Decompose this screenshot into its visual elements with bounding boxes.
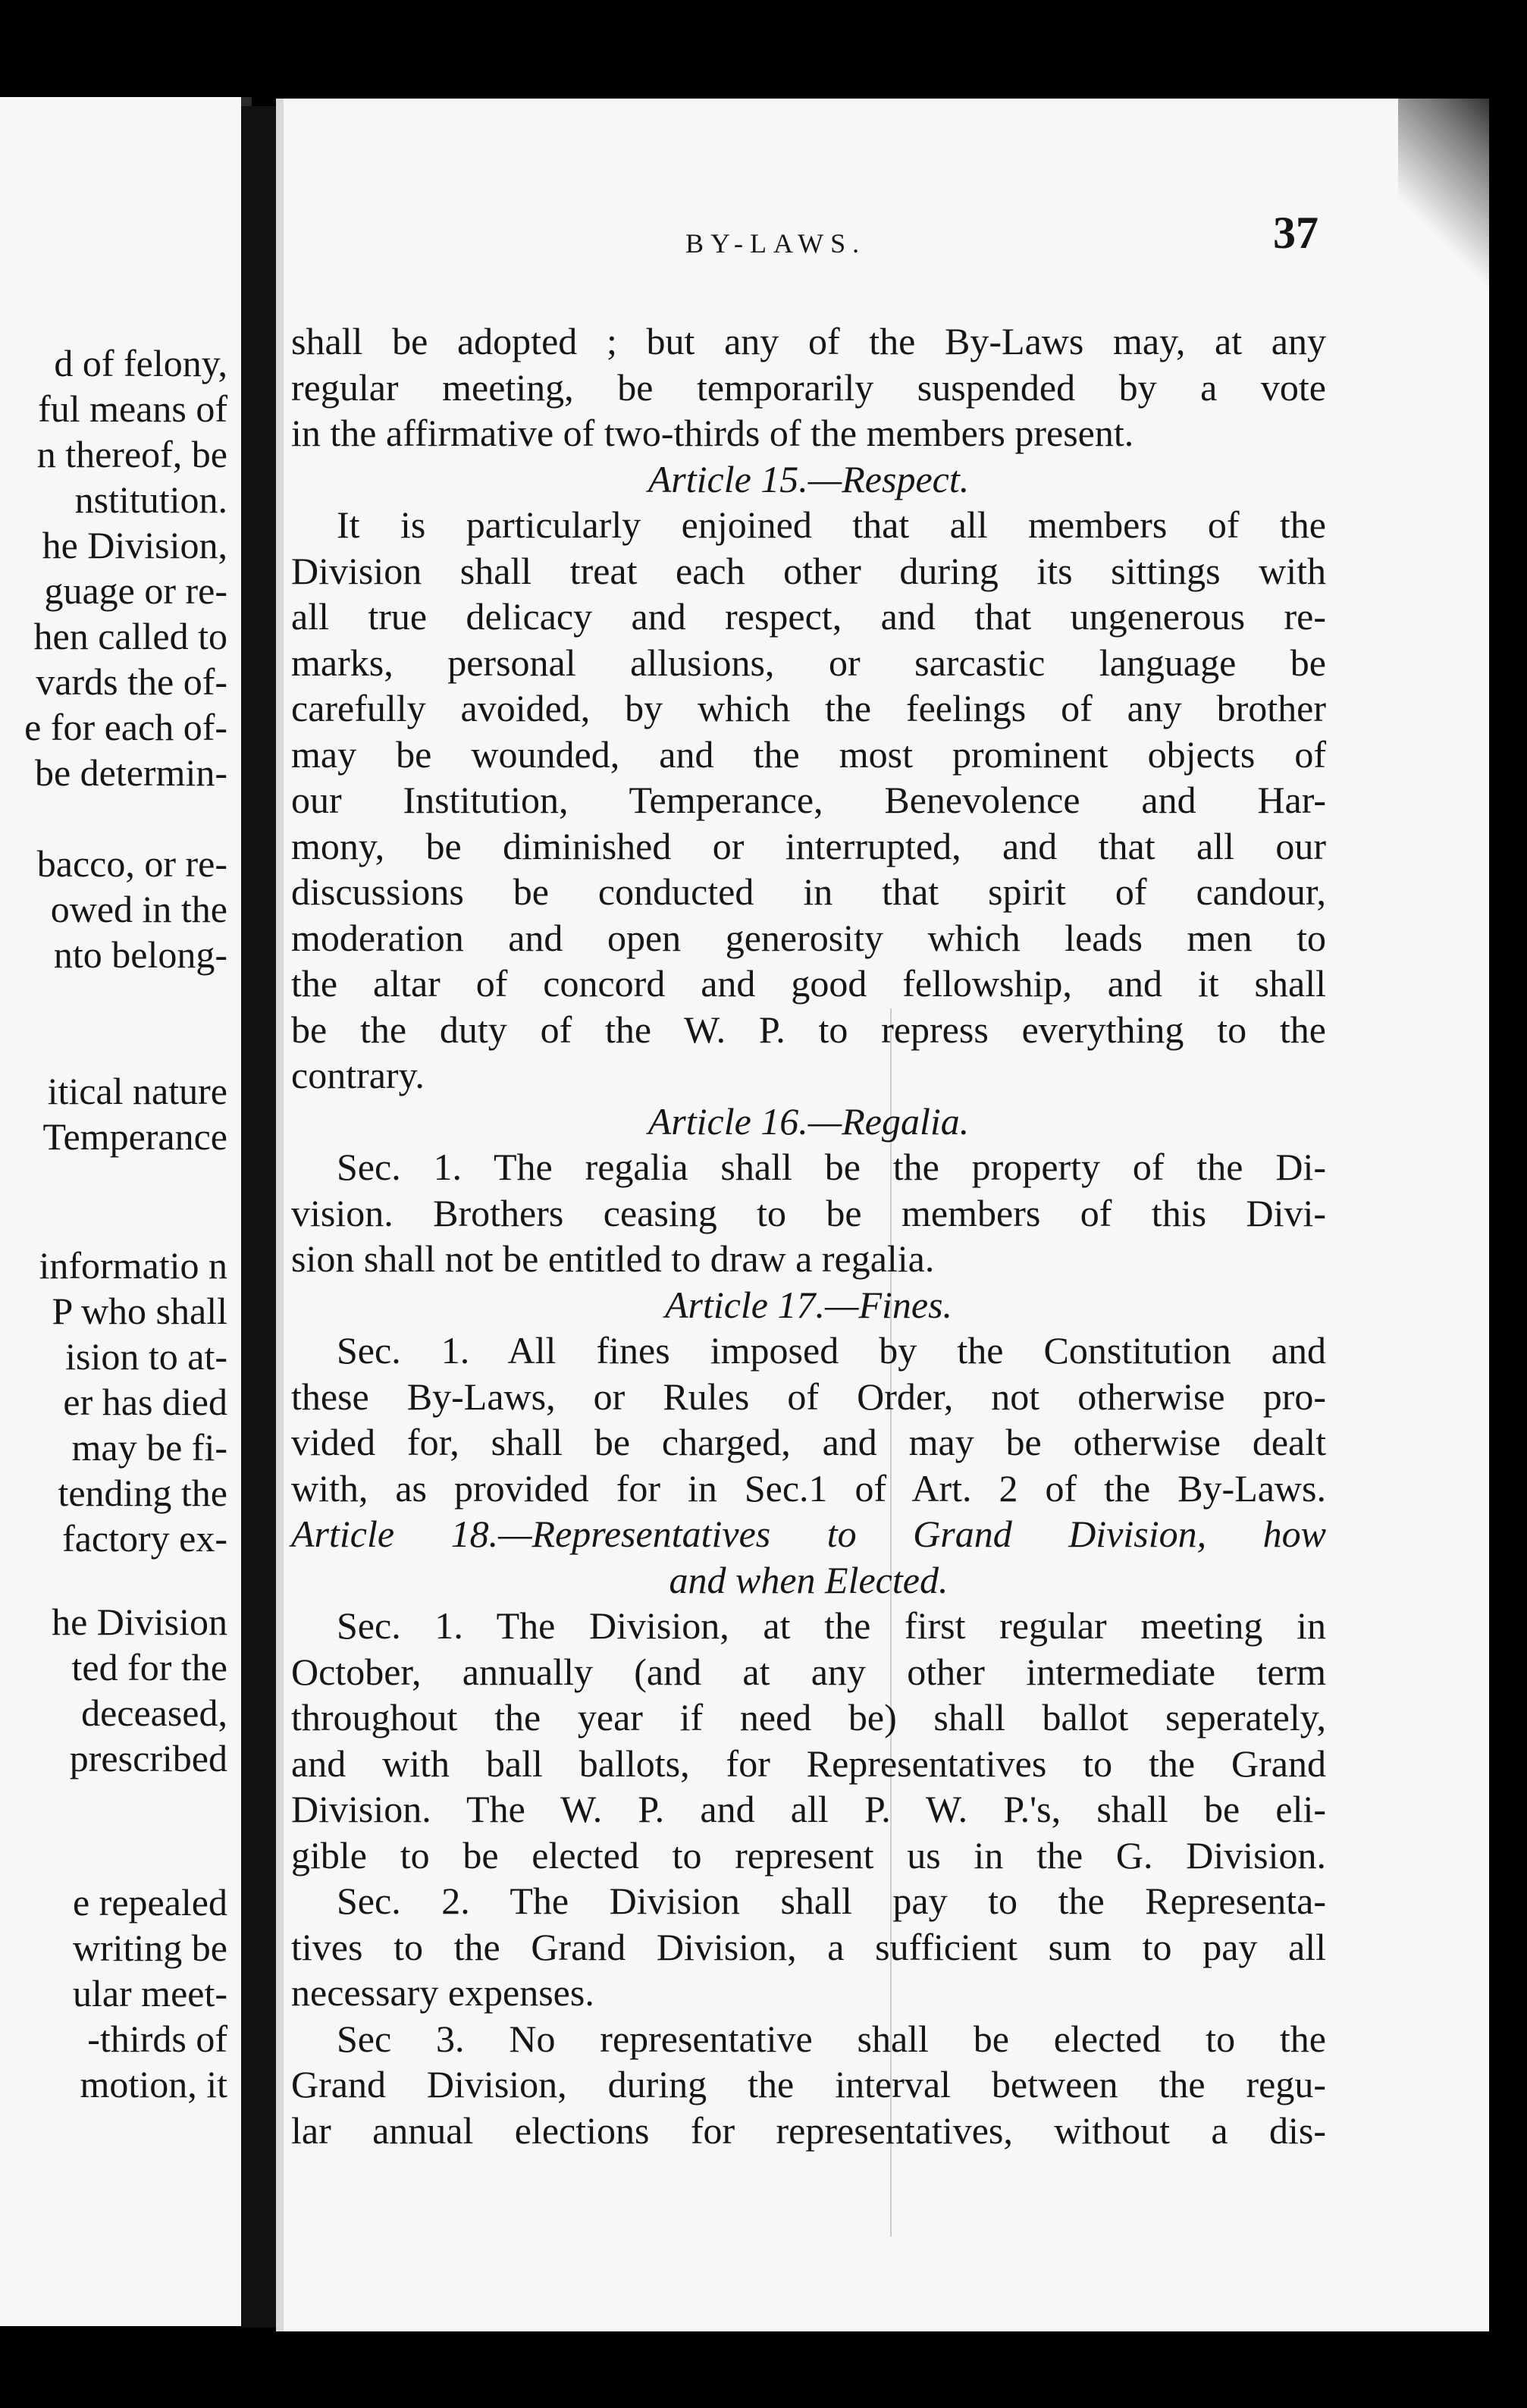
left-page-line: -thirds of <box>87 2018 227 2060</box>
text-line: October, annually (and at any other intermediate term <box>291 1650 1326 1693</box>
text-line: these By-Laws, or Rules of Order, not otherwise pro- <box>291 1375 1326 1418</box>
text-line: vision. Brothers ceasing to be members of this Divi- <box>291 1191 1326 1234</box>
text-line: necessary expenses. <box>291 1971 594 2014</box>
text-line: sion shall not be entitled to draw a regalia. <box>291 1237 935 1280</box>
running-head: BY-LAWS. <box>685 228 867 259</box>
section-first-line: Sec. 1. The Division, at the first regular meeting in <box>337 1604 1326 1647</box>
text-line: discussions be conducted in that spirit of candour, <box>291 870 1326 913</box>
left-page-line: e repealed <box>72 1881 227 1924</box>
left-page-line: guage or re- <box>44 569 227 612</box>
text-line: moderation and open generosity which leads men to <box>291 916 1326 959</box>
text-line: Grand Division, during the interval between the regu- <box>291 2063 1326 2105</box>
left-page-line: ular meet- <box>72 1972 227 2015</box>
right-page <box>276 99 1489 2331</box>
left-page-line: informatio n <box>39 1244 227 1287</box>
left-page-line: motion, it <box>80 2063 227 2105</box>
text-line: contrary. <box>291 1054 425 1096</box>
text-line: with, as provided for in Sec.1 of Art. 2 of the By-Laws. <box>291 1466 1326 1510</box>
text-line: vided for, shall be charged, and may be otherwise dealt <box>291 1421 1326 1463</box>
left-page-line: P who shall <box>52 1290 227 1332</box>
left-page-line: Temperance <box>42 1115 227 1158</box>
text-line: be the duty of the W. P. to repress everything to the <box>291 1008 1326 1051</box>
left-page-line: ision to at- <box>65 1335 227 1378</box>
left-page-fragment <box>0 97 252 2326</box>
text-line: mony, be diminished or interrupted, and that all our <box>291 824 1326 867</box>
text-line: all true delicacy and respect, and that ungenerous re- <box>291 595 1326 638</box>
text-line: Division. The W. P. and all P. W. P.'s, shall be eli- <box>291 1788 1326 1830</box>
article-heading: Article 17.—Fines. <box>664 1283 953 1326</box>
text-line: our Institution, Temperance, Benevolence and Har- <box>291 779 1326 821</box>
left-page-line: prescribed <box>69 1737 227 1779</box>
left-page-line: vards the of- <box>36 660 227 703</box>
left-page-line: writing be <box>72 1927 227 1969</box>
text-line: regular meeting, be temporarily suspended by a vote <box>291 365 1326 409</box>
left-page-line: may be fi- <box>71 1426 227 1469</box>
left-page-line: be determin- <box>34 751 227 794</box>
left-page-line: tending the <box>58 1472 227 1514</box>
left-page-line: he Division, <box>42 524 227 566</box>
text-line: carefully avoided, by which the feelings of any brother <box>291 687 1326 729</box>
page-corner-shadow <box>1398 99 1489 326</box>
text-line: the altar of concord and good fellowship, and it shall <box>291 962 1326 1005</box>
text-line: and with ball ballots, for Representatives to the Grand <box>291 1742 1326 1785</box>
left-page-line: ted for the <box>71 1646 227 1688</box>
article-heading: Article 16.—Regalia. <box>647 1099 970 1143</box>
left-page-line: he Division <box>52 1601 227 1643</box>
left-page-line: n thereof, be <box>36 433 227 475</box>
left-page-line: er has died <box>63 1381 227 1423</box>
text-line: gible to be elected to represent us in the G. Division. <box>291 1833 1326 1877</box>
text-line: throughout the year if need be) shall ballot seperately, <box>291 1696 1326 1739</box>
body-text <box>291 318 1326 2153</box>
left-page-line: itical nature <box>47 1070 227 1112</box>
section-first-line: Sec. 2. The Division shall pay to the Representa- <box>337 1880 1326 1922</box>
left-page-line: bacco, or re- <box>36 842 227 885</box>
text-line: may be wounded, and the most prominent objects of <box>291 732 1326 776</box>
article-heading: Article 15.—Respect. <box>647 457 970 500</box>
left-page-line: e for each of- <box>24 706 227 748</box>
left-page-line: owed in the <box>50 888 227 930</box>
left-page-line: factory ex- <box>62 1517 227 1560</box>
text-line: tives to the Grand Division, a sufficient sum to pay all <box>291 1925 1326 1968</box>
left-page-line: nstitution. <box>74 478 227 521</box>
book-gutter <box>241 106 281 2328</box>
text-line: in the affirmative of two-thirds of the members present. <box>291 412 1134 454</box>
section-first-line: Sec. 1. All fines imposed by the Constitution and <box>337 1329 1326 1372</box>
left-page-line: deceased, <box>81 1692 227 1734</box>
left-page-line: ful means of <box>38 387 227 430</box>
text-line: lar annual elections for representatives, without a dis- <box>291 2109 1326 2152</box>
left-page-line: hen called to <box>33 615 227 657</box>
page-number: 37 <box>1273 208 1318 258</box>
section-first-line: Sec. 1. The regalia shall be the property of the Di- <box>337 1146 1326 1188</box>
left-page-line: nto belong- <box>53 933 227 976</box>
left-page-line: d of felony, <box>54 342 227 384</box>
text-line: marks, personal allusions, or sarcastic language be <box>291 641 1326 684</box>
section-first-line: It is particularly enjoined that all members of the <box>337 503 1326 546</box>
section-first-line: Sec 3. No representative shall be elected to the <box>337 2017 1326 2060</box>
text-line: shall be adopted ; but any of the By-Laws may, at any <box>291 320 1326 362</box>
article-heading: and when Elected. <box>669 1558 948 1601</box>
text-line: Division shall treat each other during its sittings with <box>291 549 1326 592</box>
article-heading: Article 18.—Representatives to Grand Division, how <box>291 1513 1326 1555</box>
